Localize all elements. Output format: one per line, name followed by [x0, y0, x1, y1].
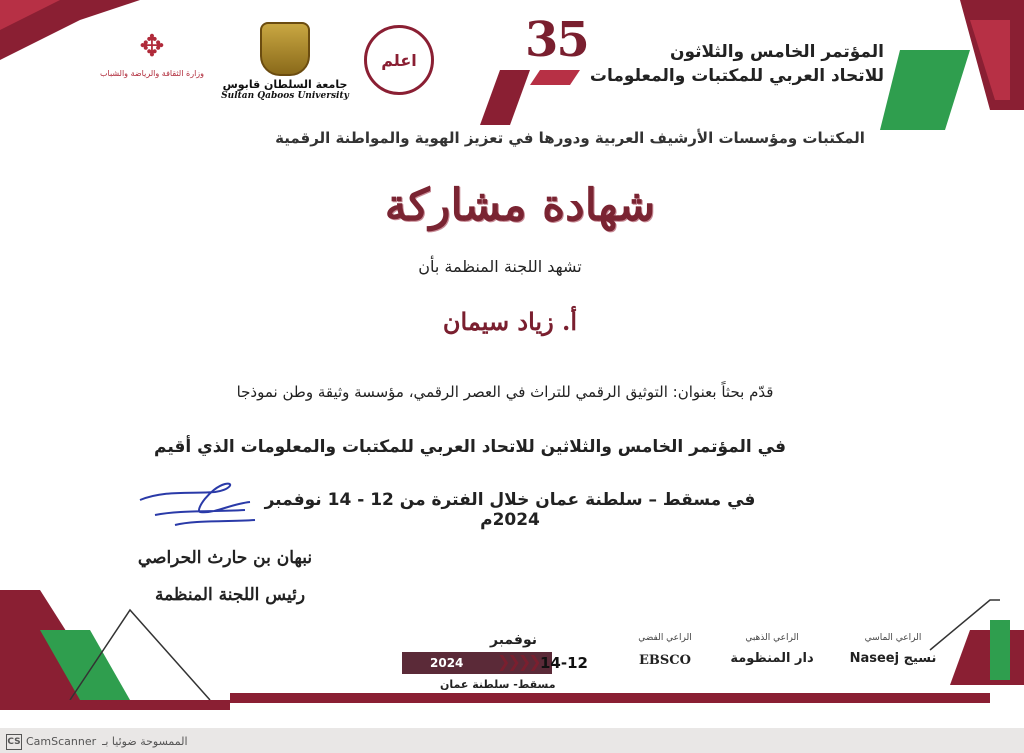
sponsor-logo: دار المنظومة — [730, 651, 814, 666]
sponsor-label: الراعي الذهبي — [745, 633, 799, 643]
sponsor-silver — [630, 633, 700, 668]
university-emblem-icon — [260, 22, 310, 76]
ministry-caption: وزارة الثقافة والرياضة والشباب — [99, 69, 205, 78]
conference-theme: المكتبات ومؤسسات الأرشيف العربية ودورها في تعزيز الهوية والمواطنة الرقمية — [275, 129, 865, 147]
signature-scribble — [135, 480, 265, 530]
signatory-name: نبهان بن حارث الحراصي — [137, 548, 313, 568]
sponsor-logo: EBSCO — [639, 653, 691, 668]
sponsor-logo: Naseej نسيج — [849, 651, 937, 666]
sponsor-label: الراعي الفضي — [638, 633, 692, 643]
chevrons-icon: ❯❯❯❯ — [497, 652, 539, 671]
logo-number: 35 — [525, 12, 588, 68]
venue-date-line: في مسقط – سلطنة عمان خلال الفترة من 12 - 14 نوفمبر 2024م — [264, 490, 756, 530]
recipient-name: أ. زياد سيمان — [442, 307, 578, 336]
university-logo — [220, 22, 350, 112]
conference-title — [544, 40, 884, 88]
conference-title-line2: للاتحاد العربي للمكتبات والمعلومات — [589, 66, 884, 86]
org-logo-text: اعلم — [381, 50, 417, 70]
ministry-logo — [98, 25, 206, 105]
top-right-decoration — [860, 0, 1024, 140]
witness-statement: تشهد اللجنة المنظمة بأن — [418, 257, 582, 276]
bottom-left-decoration — [0, 590, 230, 728]
sponsor-gold — [722, 633, 822, 666]
camscanner-icon: CS — [6, 734, 22, 750]
org-logo — [364, 25, 434, 95]
footer-year: 2024 — [430, 656, 464, 670]
university-name-ar: جامعة السلطان قابوس — [222, 78, 348, 91]
conference-line: في المؤتمر الخامس والثلاثين للاتحاد العربي للمكتبات والمعلومات الذي أقيم — [153, 437, 786, 457]
sponsor-label: الراعي الماسي — [864, 633, 922, 643]
scanner-app-name: CamScanner — [26, 735, 97, 748]
university-name-en: Sultan Qaboos University — [221, 91, 349, 101]
oman-emblem-icon: ✥ — [139, 29, 165, 64]
scanner-note: الممسوحة ضوئيا بـ — [102, 735, 188, 748]
signatory-role: رئيس اللجنة المنظمة — [154, 585, 306, 605]
conference-title-line1: المؤتمر الخامس والثلاثون — [669, 42, 884, 62]
sponsor-diamond — [838, 633, 948, 666]
scanner-watermark — [0, 730, 1024, 753]
paper-title-line: قدّم بحثاً بعنوان: التوثيق الرقمي للتراث في العصر الرقمي، مؤسسة وثيقة وطن نموذجا — [236, 383, 774, 401]
footer-dates: 14-12 — [540, 654, 588, 672]
bottom-bar — [230, 693, 990, 703]
certificate-title: شهادة مشاركة — [384, 180, 656, 231]
footer-place: مسقط- سلطنة عمان — [440, 678, 556, 691]
footer-month: نوفمبر — [490, 632, 538, 648]
